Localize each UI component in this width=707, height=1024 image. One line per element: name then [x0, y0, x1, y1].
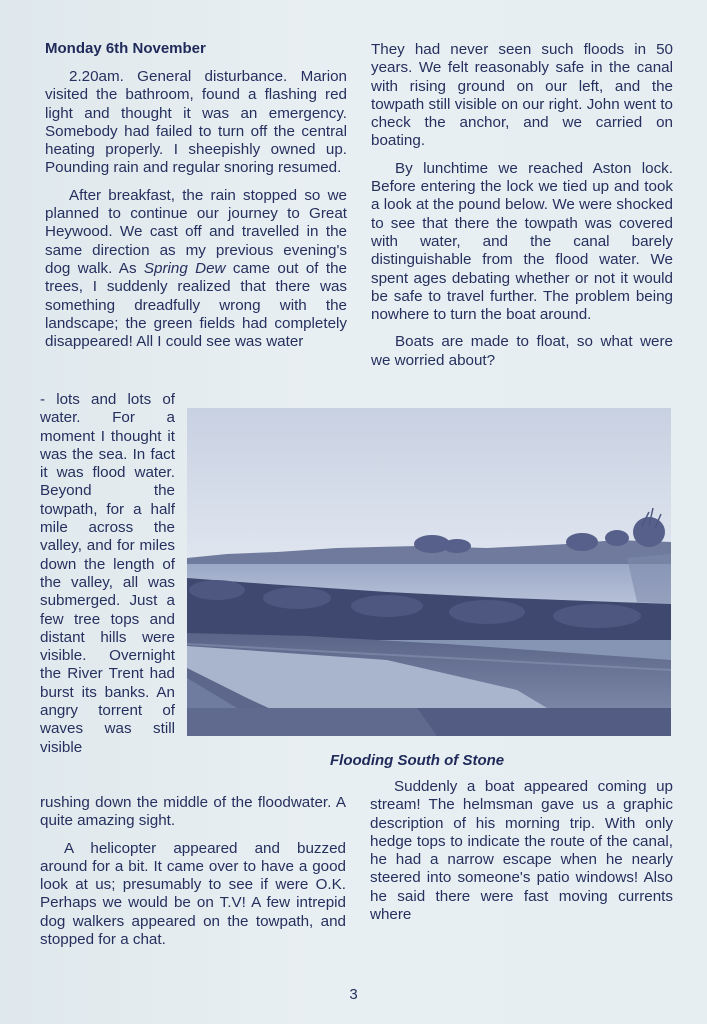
paragraph-breakfast: After breakfast, the rain stopped so we planned to continue our journey to Great Heywood. We cast off and travelled in the same direction as my previous evening's dog walk. As Spring Dew came out of the trees, I suddenly realized that there was something dreadfully wrong with the landscape; the green fields had completely disappeared! All I could see was water: [45, 186, 347, 351]
paragraph-disturbance: 2.20am. General disturbance. Marion visited the bathroom, found a flashing red light and thought it was an emergency. Somebody had failed to turn off the central heating properly. I sheepishly owned up. Pounding rain and regular snoring resumed.: [45, 68, 347, 177]
diary-date-heading: Monday 6th November: [45, 40, 206, 57]
flood-landscape-image: [187, 408, 671, 736]
left-column-bottom: [40, 794, 346, 949]
page-number: 3: [349, 986, 358, 1003]
left-column-wrap: [40, 391, 175, 757]
paragraph-helicopter: A helicopter appeared and buzzed around for a bit. It came over to have a good look at us; presumably to see if were O.K. Perhaps we would be on T.V! A few intrepid dog walkers appeared on the towpath, and stopped for a chat.: [40, 839, 346, 949]
paragraph-boat-appeared: Suddenly a boat appeared coming up stream! The helmsman gave us a graphic description of his morning trip. With only hedge tops to indicate the route of the canal, he had a narrow escape when he nearly steered into someone's patio windows! Also he said there were fast moving currents where: [370, 778, 673, 924]
paragraph-never-seen: They had never seen such floods in 50 years. We felt reasonably safe in the canal with rising ground on our left, and the towpath still visible on our right. John went to check the anchor, and we carried on boating.: [371, 41, 673, 150]
right-column-bottom: [370, 778, 673, 924]
paragraph-boats-float: Boats are made to float, so what were we worried about?: [371, 333, 673, 369]
paragraph-flood-wrap: - lots and lots of water. For a moment I thought it was the sea. In fact it was flood water. Beyond the towpath, for a half mile across the valley, and for miles down the length of the valley, all was submerged. Just a few tree tops and distant hills were visible. Overnight the River Trent had burst its banks. An angry torrent of waves was still visible: [40, 391, 175, 756]
left-column-top: [45, 68, 347, 351]
right-column-top: [371, 41, 673, 370]
boat-name: Spring Dew: [143, 259, 226, 277]
photo-caption: Flooding South of Stone: [330, 752, 505, 769]
paragraph-rushing: rushing down the middle of the floodwater. A quite amazing sight.: [40, 794, 346, 830]
flood-photo: [187, 408, 671, 736]
paragraph-aston-lock: By lunchtime we reached Aston lock. Before entering the lock we tied up and took a look at the pound below. We were shocked to see that there the towpath was covered with water, and the canal barely distinguishable from the flood water. We spent ages debating whether or not it would be safe to travel further. The problem being nowhere to turn the boat around.: [371, 159, 673, 324]
